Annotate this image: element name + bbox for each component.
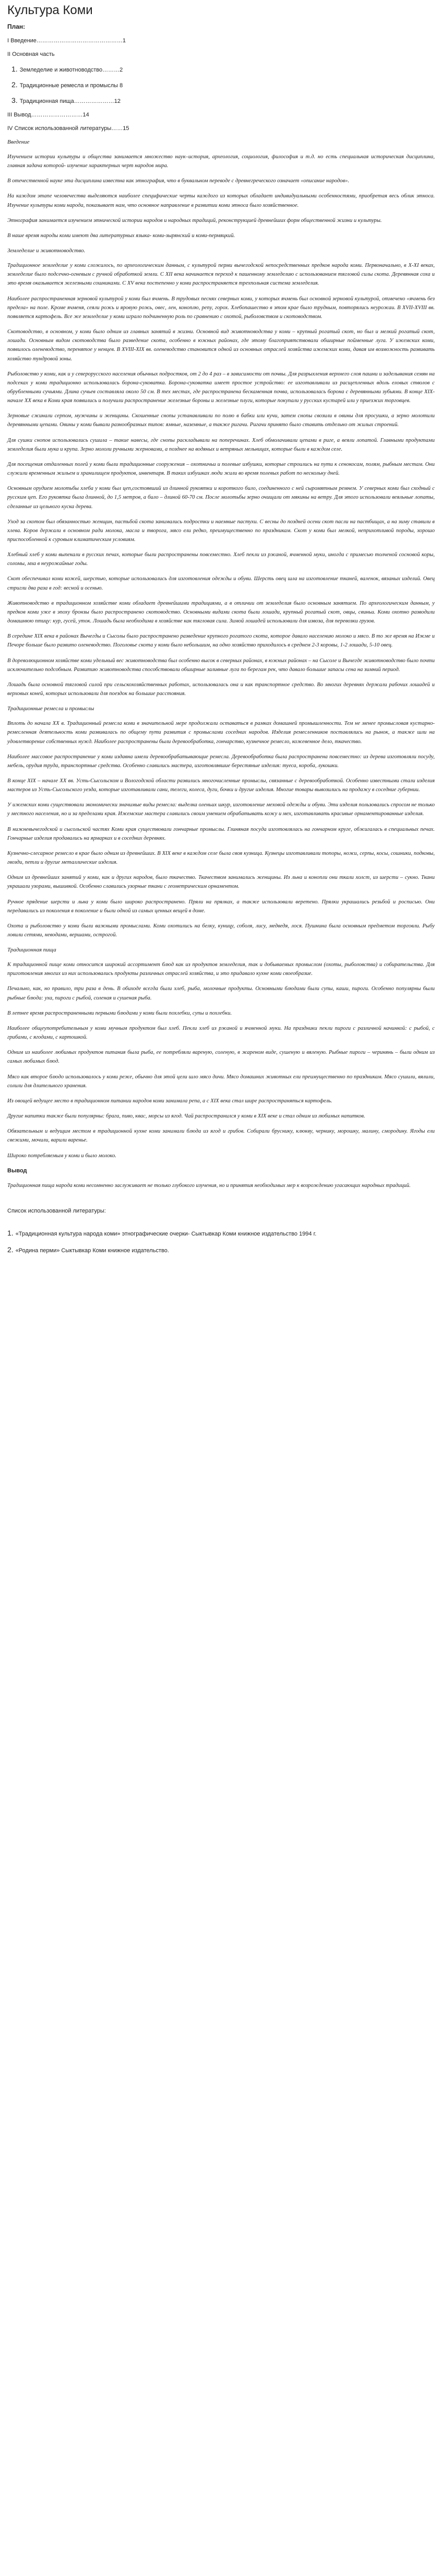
literature-item-number: 2. [7,1245,14,1254]
paragraph: В дореволюционном хозяйстве коми удельный вес животноводства был особенно высок в северных районах, в южных районах – на Сысоле и Вычегде животноводство было почти исключительно подсобным. Развитию животноводства способствовали обширные заливные луга по берегам рек, что давало большие запасы сена на зимний период. [7,657,435,673]
literature-item-number: 1. [7,1228,14,1237]
paragraph: Одним из наиболее любимых продуктов питания была рыба, ее потребляли вареную, соленую, в жареном виде, сушеную и вяленую. Рыбные пироги – черинянь – были одним из самых любимых блюд. [7,1050,435,1065]
paragraph: Печально, как, но правило, три раза в день. В обиходе всегда были хлеб, рыба, молочные продукты. Основными блюдами были супы, каши, пироги. Особенно популярны были рыбные блюда: уха, пироги с рыбой, соленая и сушеная рыба. [7,986,435,1001]
section-heading: Введение [7,139,30,145]
paragraph: На каждом этапе человечества выделяются наиболее специфические черты каждого из которых обладает индивидуальными особенностями, приобретая весь облик этноса. Изучение культуры коми народа, показывает нам, что основное направление в развитии коми этноса было хозяйственное. [7,193,435,208]
document-page [0,0,442,1283]
paragraph: К традиционной пище коми относится широкий ассортимент блюд как из продуктов земледелия, так и добываемых промыслом (охоты, рыболовства) и собирательства. Для приготовления многих из них использовались продукты различных отраслей хозяйства, и это придавало кухне коми своеобразие. [7,962,435,977]
paragraph: Кузнечно-слесарное ремесло в крае было одним из древнейших. В XIX веке в каждом селе была своя кузница. Кузнецы изготавливали топоры, ножи, серпы, косы, сошники, подковы, гвозди, петли и другие металлические изделия. [7,850,435,866]
paragraph: В летнее время распространенными первыми блюдами у коми были похлебки, супы и похлебки. [7,1010,232,1016]
paragraph: Другие напитки также были популярны: брага, пиво, квас, морсы из ягод. Чай распространился у коми в XIX веке и стал одним из любимых напитков. [7,1113,365,1120]
literature-list [7,1229,435,1254]
toc-item-text: Традиционные ремесла и промыслы 8 [19,83,123,89]
paragraph: Основным орудием молотьбы хлеба у коми был цеп,состоявший из длинной рукоятки и короткого било, соединенного с ней сыромятным ремнем. У северных коми был сходный с русским цеп. Его рукоятка была длинной, до 1,5 метров, а било – длиной 60-70 см. После молотьбы зерно очищали от мякины на ветру. Для этого использовали веяльные лопаты, сделанные из цельного куска дерева. [7,486,435,510]
paragraph: Для сушки снопов использовались сушила – такие навесы, где снопы раскладывали на поперечинах. Хлеб обмолачивали цепами в риге, а веяли лопатой. Главными продуктами земледелия были мука и крупа. Зерно мололи ручными жерновами, а позднее на водяных и ветряных мельницах, которые были в каждом селе. [7,437,435,452]
toc-item-text: Земледелие и животноводство………2 [19,67,123,73]
literature-item-text: «Родина перми» Сыктывкар Коми книжное издательство. [15,1247,169,1254]
toc-conclusion: III Вывод………………………14 [7,112,89,118]
paragraph: Традиционная пища народа коми несомненно заслуживает не только глубокого изучения, но и принятия необходимых мер к возрождению угасающих народных традиций. [7,1182,411,1189]
section-heading: Традиционная пища [7,947,56,954]
paragraph: Вплоть до начала XX в. Традиционный ремесла коми в значительной мере продолжали оставаться в рамках домашней промышленности. Тем не менее промысловая кустарно-ремесленная деятельность коми развивалась по общему пути развития с промыслами соседних народов. Изделия ремесленников поставлялись на рынок, а также шли на удовлетворение собственных нужд. Наиболее распространены были деревообработка, гончарство, кузнечное ремесло, кожевенное дело, ткачество. [7,721,435,745]
paragraph: В конце XIX – начале XX вв. Усть-Сысольском и Вологодской области развились многочисленные промыслы, связанные с деревообработкой. Особенно известными стали изделия мастеров из Усть-Сысольского уезда, которые изготавливали сани, телеги, колеса, дуги, бочки и другие изделия. Многие товары вывозились на продажу в соседние губернии. [7,778,435,793]
paragraph: У ижемских коми существовали экономически значимые виды ремесла: выделка оленьих шкур, изготовление меховой одежды и обуви. Эти изделия пользовались спросом не только у местного населения, но и за пределами края. Ижемские мастера славились своим умением обрабатывать кожу и мех, изготавливать красивые орнаментированные изделия. [7,802,435,817]
toc-intro: I Введение………………………………………1 [7,38,126,44]
paragraph: Ручное прядение шерсти и льна у коми было широко распространено. Пряли на прялках, а также использовали веретено. Прялки украшались резьбой и росписью. Они передавались из поколения в поколение и были одной из самых ценных вещей в доме. [7,899,435,914]
paragraph: Традиционное земледелие у коми сложилось, по археологическим данным, с культурой перми вычегодской непосредственных предков народа коми. Первоначально, в X-XI веках, земледелие было подсечно-огневым с ручной обработкой земли. С XII века начинается переход к пашенному земледелию с использованием тягловой силы скота. Деревянная соха и это время оказывается железными сошниками. С XV века постепенно у коми распространяется трехпольная система земледелия. [7,263,435,287]
toc-main: II Основная часть [7,51,55,57]
paragraph: Рыболовство у коми, как и у северорусского населения обычных подростков, от 2 до 4 раз – в зависимости от почвы. Для разрыхления верхнего слоя пашни и заделывания семян на подсеках у коми традиционно использовалась борона-суковатка. Борона-суковатка имеет простое устройство: ее изготавливали из расщепленных вдоль еловых стволов с обрубленными сучьями. Длина сучьев составляла около 50 см. В тех местах, где распространена бескаменная почва, использовалась борона с деревянными зубьями. В конце XIX- начале XX века в Коми края появились и получили распространение железные бороны и железные плуги, которые покупали у русских кустарей или у приезжих торговцев. [7,371,435,404]
toc-item [11,80,435,89]
toc-item [11,96,435,104]
paragraph: Лошадь была основной тягловой силой при сельскохозяйственных работах, использовалась она и как транспортное средство. Во многих деревнях держали рабочих лошадей и верховых коней, которых использовали для поездок на большие расстояния. [7,681,435,697]
toc-item-text: Традиционная пища…………………12 [19,98,121,104]
paragraph: Для посещения отдаленных полей у коми были традиционные сооружения – охотничьи и полевые избушки, которые строились на пути к сенокосам, полям, рыбным местам. Они служили временным жильем и хранилищем продуктов, инвентаря. В таких избушках люди жили во время полевых работ по нескольку дней. [7,461,435,477]
section-heading: Земледелие и животноводство. [7,248,86,254]
paragraph: Одним из древнейших занятий у коми, как и других народов, было ткачество. Ткачеством занимались женщины. Из льна и конопли они ткали холст, из шерсти – сукно. Ткани украшали узорами, вышивкой. Особенно славились узорные ткани с геометрическим орнаментом. [7,875,435,890]
paragraph: В нижневычегодской и сысольской частях Коми края существовали гончарные промыслы. Глиняная посуда изготовлялась на гончарном круге, обжигалась в специальных печах. Гончарные изделия продавались на ярмарках и в соседних деревнях. [7,826,435,841]
toc-item-number: 3. [11,96,18,104]
toc-item-number: 1. [11,65,18,73]
paragraph: Широко потребляемым у коми и было молоко. [7,1152,116,1159]
paragraph: Зерновые сжинали серпом, мужчины и женщины. Скошенные снопы устанавливали по полю в бабки или кучи, затем снопы свозили в овины для просушки, а зерно молотили деревянными цепами. Овины у коми бывали разнообразных типов: ямные, наземные, а также ригачи. Ригачи принято было ставить отдельно от жилых строений. [7,413,435,428]
toc-item [11,65,435,73]
document-body [7,139,435,1190]
paragraph: Скот обеспечивал коми кожей, шерстью, которые использовались для изготовления одежды и обуви. Шерсть овец шла на изготовление тканей, валенок, вязаных изделий. Овец стригли два раза в год: весной и осенью. [7,576,435,591]
toc-sub-list [11,65,435,104]
paragraph: Наиболее массовое распространение у коми издавна имели деревообрабатывающие ремесла. Деревообработка была распространена повсеместно: из дерева изготовляли посуду, мебель, орудия труда, транспортные средства. Особенно славились мастера, изготовлявшие берестяные изделия: туеса, короба, лукошки. [7,754,435,769]
literature-item [7,1245,435,1254]
paragraph: Скотоводство, в основном, у коми было одним из главных занятий в жизни. Основной вид животноводства у коми – крупный рогатый скот, но был и мелкий рогатый скот, лошади. Основным видом скотоводства было разведение скота, особенно в южных районах, где этому благоприятствовали обширные пойменные луга. У ижемских коми, появилось оленеводство, перенятое у ненцев. В XVIII-XIX вв. оленеводство становится одной из основных отраслей хозяйства ижемских коми, давая им возможность развивать хозяйство тундровой зоны. [7,329,435,362]
paragraph: В отечественной науке эта дисциплина известна как этнография, что в буквальном переводе с древнегреческого означает «описание народов». [7,178,350,184]
paragraph: Наиболее распространенная зерновой культурой у коми был ячмень. В трудовых песнях северных коми, у которых ячмень был основной зерновой культурой, отмечено «ячмень без предела» на поле. Кроме ячменя, сеяли рожь и яровую рожь, овес, лен, коноплю, репу, горох. Хлебопашество в этом крае было трудным, повторялись неурожаи. В XVII-XVIII вв. появляется картофель. Все же земледелие у коми играло подчиненную роль по сравнению с охотой, рыболовством и скотоводством. [7,296,435,320]
paragraph: Из овощей ведущее место в традиционном питании народов коми занимала репа, а с XIX века стал шире распространяться картофель. [7,1098,332,1104]
section-heading: Традиционные ремесла и промыслы [7,705,94,712]
paragraph: Изучением истории культуры и общества занимается множество наук–история, археология, социология, философия и т.д. но есть специальная историческая дисциплина, главная задача которой- изучение характерных черт народов мира. [7,154,435,169]
paragraph: Этнография занимается изучением этнической истории народов и народных традиций, реконструкцией древнейших форм общественной жизни и культуры. [7,217,382,224]
plan-label: План: [7,23,26,30]
paragraph: Наиболее общеупотребительным у коми мучным продуктом был хлеб. Пекли хлеб из ржаной и ячменной муки. На праздники пекли пироги с различной начинкой: с рыбой, с грибами, с ягодами, с картошкой. [7,1025,435,1041]
paragraph: Охота и рыболовство у коми были важными промыслами. Коми охотились на белку, куницу, соболя, лису, медведя, лося. Пушнина была основным предметом торговли. Рыбу ловили сетями, неводами, вершами, острогой. [7,923,435,938]
toc-literature: IV Список использованной литературы……15 [7,125,129,132]
paragraph: Хлебный хлеб у коми выпекали в русских печах, которые были распространены повсеместно. Хлеб пекли из ржаной, ячменной муки, иногда с примесью толченой сосновой коры, соломы, мха в неурожайные годы. [7,552,435,567]
paragraph: В наше время народы коми имеют два литературных языка- коми-зырянский и коми-пермяцкий. [7,232,235,239]
toc-item-number: 2. [11,80,18,89]
literature-item-text: «Традиционная культура народа коми» этнографические очерки- Сыктывкар Коми книжное издательство 1994 г. [15,1230,317,1237]
paragraph: Обязательным и ведущим местом в традиционной кухне коми занимали блюда из ягод и грибов. Собирали бруснику, клюкву, чернику, морошку, малину, смородину. Ягоды ели свежими, мочили, варили варенье. [7,1128,435,1144]
paragraph: Мясо как второе блюдо использовалось у коми реже, обычно для этой цели шло мясо дичи. Мясо домашних животных ели преимущественно по праздникам. Мясо сушили, вялили, солили для длительного хранения. [7,1074,435,1089]
literature-item [7,1229,435,1237]
page-title: Культура Коми [7,3,93,17]
paragraph: В середине XIX века в районах Вычегды и Сысолы было распространено разведение крупного рогатого скота, которое давало населению молоко и мясо. В то же время на Ижме и Печоре больше было развито оленеводство. Поголовье скота у коми было небольшим, на одно хозяйство приходилось в среднем 2-3 коровы, 1-2 лошади, 5-10 овец. [7,633,435,649]
section-heading: Вывод [7,1167,27,1174]
paragraph: Уход за скотом был обязанностью женщин, пастьбой скота занимались подростки и наемные пастухи. С весны до поздней осени скот пасли на пастбищах, а на зиму ставили в хлева. Коров держали в основном ради молока, масла и творога, мясо ели редко, преимущественно по праздникам. Скот у коми был мелкой, неприхотливой породы, хорошо приспособленной к суровым климатическим условиям. [7,519,435,543]
paragraph: Животноводство в традиционном хозяйстве коми обладает древнейшими традициями, а в отличии от земледелия было основным занятием. По археологическим данным, у предков коми уже в эпоху бронзы было распространено скотоводство. Основными видами скота были лошади, крупный рогатый скот, овцы, свиньи. Коми охотно разводили домашнюю птицу: кур, гусей, уток. Лошадь была необходима в хозяйстве как тягловая сила. Зимой лошадей использовали для извоза, для перевозки грузов. [7,600,435,625]
literature-title: Список использованной литературы: [7,1207,106,1214]
